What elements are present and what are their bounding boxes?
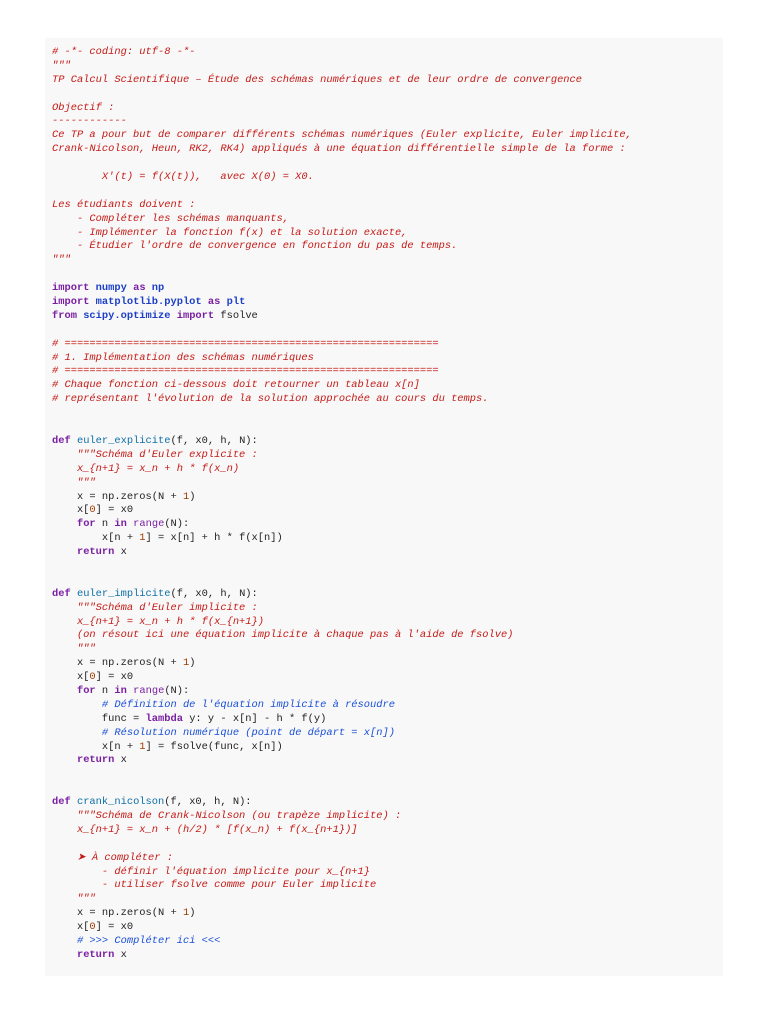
code-token: 1 <box>182 490 190 503</box>
code-line <box>52 838 723 852</box>
code-token: x = np.zeros(N + <box>52 657 183 670</box>
code-line <box>52 852 723 866</box>
code-line <box>52 102 723 116</box>
code-token: range <box>133 518 165 531</box>
code-token: def <box>52 796 77 809</box>
code-token: x[ <box>52 504 90 517</box>
code-line <box>52 616 723 630</box>
code-token: x_{n+1} = x_n + (h/2) * [f(x_n) + f(x_{n+1})] <box>52 823 358 836</box>
code-token: x[n + <box>52 532 140 545</box>
code-token: - Compléter les schémas manquants, <box>52 212 289 225</box>
code-line <box>52 463 723 477</box>
code-token: Les étudiants doivent : <box>52 198 196 211</box>
code-line <box>52 574 723 588</box>
code-token: ) <box>189 907 196 920</box>
code-token: as <box>126 282 152 295</box>
code-token: TP Calcul Scientifique – Étude des schémas numériques et de leur ordre de convergence <box>52 73 583 86</box>
code-token: 1 <box>139 740 146 753</box>
code-block <box>45 38 723 976</box>
code-token <box>52 949 77 961</box>
code-token: ) <box>189 657 196 670</box>
code-token: x = np.zeros(N + <box>52 490 183 503</box>
code-token <box>52 754 77 766</box>
code-line <box>52 782 723 796</box>
code-token: # ============================================================ <box>52 337 439 350</box>
code-line <box>52 227 723 241</box>
code-token: """ <box>52 476 96 489</box>
code-token: import <box>52 296 96 309</box>
code-token: scipy.optimize <box>83 309 171 322</box>
code-line <box>52 699 723 713</box>
code-line <box>52 949 723 963</box>
code-token: x <box>114 546 127 559</box>
code-line <box>52 518 723 532</box>
code-line <box>52 407 723 421</box>
code-token: 0 <box>89 921 96 934</box>
code-token: ] = x0 <box>95 921 134 934</box>
code-token: (f, x0, h, N): <box>164 796 252 809</box>
code-line <box>52 74 723 88</box>
code-token: func = <box>52 712 146 725</box>
code-line <box>52 741 723 755</box>
code-token: euler_explicite <box>76 434 171 447</box>
code-line <box>52 671 723 685</box>
code-token: crank_nicolson <box>76 796 165 809</box>
code-line <box>52 935 723 949</box>
code-token <box>52 699 102 711</box>
code-line <box>52 268 723 282</box>
code-token: 0 <box>89 504 96 517</box>
code-line <box>52 46 723 60</box>
code-token: 1 <box>182 907 190 920</box>
code-line <box>52 643 723 657</box>
code-line <box>52 379 723 393</box>
code-token: - Étudier l'ordre de convergence en fonction du pas de temps. <box>52 240 458 253</box>
code-token: (on résout ici une équation implicite à chaque pas à l'aide de fsolve) <box>52 629 514 642</box>
code-line <box>52 629 723 643</box>
code-token: ] = fsolve(func, x[n]) <box>145 740 283 753</box>
code-token: in <box>114 518 127 531</box>
code-line <box>52 143 723 157</box>
code-line <box>52 199 723 213</box>
code-token: plt <box>226 296 246 309</box>
code-line <box>52 352 723 366</box>
code-line <box>52 685 723 699</box>
code-token: import <box>170 309 221 322</box>
code-line <box>52 491 723 505</box>
code-line <box>52 893 723 907</box>
code-line <box>52 338 723 352</box>
code-line <box>52 866 723 880</box>
code-token: ) <box>189 490 196 503</box>
code-line <box>52 532 723 546</box>
code-line <box>52 921 723 935</box>
code-token: fsolve <box>220 309 258 322</box>
code-token: ------------ <box>52 115 127 128</box>
code-token <box>52 727 102 739</box>
code-line <box>52 254 723 268</box>
code-token: np <box>151 282 165 295</box>
code-token: """ <box>52 643 96 656</box>
code-token: x_{n+1} = x_n + h * f(x_n) <box>52 462 240 475</box>
code-line <box>52 879 723 893</box>
code-line <box>52 810 723 824</box>
code-line <box>52 421 723 435</box>
code-line <box>52 185 723 199</box>
code-token: x <box>114 754 127 767</box>
code-token: ] = x0 <box>95 671 134 684</box>
code-token: - Implémenter la fonction f(x) et la solution exacte, <box>52 226 408 239</box>
code-line <box>52 115 723 129</box>
code-token: Objectif : <box>52 101 115 114</box>
code-token: # -*- coding: utf-8 -*- <box>52 46 196 58</box>
code-token <box>52 518 77 530</box>
code-token: (f, x0, h, N): <box>170 587 258 600</box>
code-line <box>52 240 723 254</box>
code-token: # >>> Compléter ici <<< <box>76 935 221 947</box>
code-line <box>52 449 723 463</box>
code-token: Ce TP a pour but de comparer différents schémas numériques (Euler explicite, Euler implicite, <box>52 129 632 142</box>
code-token: x = np.zeros(N + <box>52 907 183 920</box>
code-token: return <box>76 948 115 961</box>
code-token: """ <box>52 893 96 906</box>
code-token: """ <box>52 254 71 267</box>
code-token: # 1. Implémentation des schémas numériques <box>52 351 314 364</box>
code-token: from <box>52 309 84 322</box>
code-token: ] = x0 <box>95 504 134 517</box>
code-token: x_{n+1} = x_n + h * f(x_{n+1}) <box>52 615 265 628</box>
code-line <box>52 796 723 810</box>
code-token: # représentant l'évolution de la solution approchée au cours du temps. <box>52 393 489 406</box>
code-token: x[ <box>52 671 90 684</box>
code-line <box>52 727 723 741</box>
code-token: return <box>76 754 115 767</box>
code-token: """Schéma de Crank-Nicolson (ou trapèze implicite) : <box>52 809 402 822</box>
code-line <box>52 157 723 171</box>
code-token: range <box>133 684 165 697</box>
code-token: import <box>52 282 96 295</box>
code-token <box>52 685 77 697</box>
code-token: def <box>52 434 77 447</box>
code-token: ] = x[n] + h * f(x[n]) <box>145 532 283 545</box>
code-token: return <box>76 546 115 559</box>
code-line <box>52 324 723 338</box>
code-token: X'(t) = f(X(t)), avec X(0) = X0. <box>52 171 314 184</box>
code-token <box>52 546 77 558</box>
code-token: matplotlib.pyplot <box>95 296 202 309</box>
code-token: - définir l'équation implicite pour x_{n+1} <box>52 865 371 878</box>
code-line <box>52 88 723 102</box>
code-line <box>52 602 723 616</box>
code-token: 0 <box>89 671 96 684</box>
code-lines <box>52 46 723 963</box>
code-token: (N): <box>164 684 190 697</box>
code-token: # ============================================================ <box>52 365 439 378</box>
code-token: Crank-Nicolson, Heun, RK2, RK4) appliqués à une équation différentielle simple de la forme : <box>52 143 626 156</box>
code-line <box>52 768 723 782</box>
code-token: as <box>201 296 227 309</box>
code-token: in <box>114 684 127 697</box>
code-line <box>52 296 723 310</box>
code-line <box>52 393 723 407</box>
code-line <box>52 365 723 379</box>
code-token: for <box>76 684 96 697</box>
code-line <box>52 171 723 185</box>
code-line <box>52 588 723 602</box>
code-line <box>52 477 723 491</box>
code-token: euler_implicite <box>76 587 171 600</box>
code-token: lambda <box>145 712 183 725</box>
code-token: (f, x0, h, N): <box>170 434 258 447</box>
code-line <box>52 754 723 768</box>
code-line <box>52 546 723 560</box>
code-token: (N): <box>164 518 190 531</box>
code-line <box>52 213 723 227</box>
code-token: ➤ À compléter : <box>52 851 173 864</box>
code-line <box>52 282 723 296</box>
code-token: def <box>52 587 77 600</box>
code-token: x[ <box>52 921 90 934</box>
code-line <box>52 713 723 727</box>
code-token: """ <box>52 59 71 72</box>
code-line <box>52 310 723 324</box>
code-token: # Chaque fonction ci-dessous doit retourner un tableau x[n] <box>52 379 420 392</box>
code-token: n <box>95 518 115 531</box>
code-token: y: y - x[n] - h * f(y) <box>182 712 327 725</box>
code-line <box>52 504 723 518</box>
code-token: n <box>95 684 115 697</box>
code-token: x[n + <box>52 740 140 753</box>
code-line <box>52 907 723 921</box>
code-token: 1 <box>139 532 146 545</box>
code-token: x <box>114 948 127 961</box>
code-line <box>52 129 723 143</box>
code-token: """Schéma d'Euler explicite : <box>52 448 258 461</box>
code-token: 1 <box>182 657 190 670</box>
code-token: numpy <box>95 282 127 295</box>
code-line <box>52 657 723 671</box>
code-token: - utiliser fsolve comme pour Euler implicite <box>52 879 377 892</box>
code-line <box>52 435 723 449</box>
code-line <box>52 560 723 574</box>
code-token: """Schéma d'Euler implicite : <box>52 601 258 614</box>
code-line <box>52 824 723 838</box>
code-token: for <box>76 518 96 531</box>
code-token: # Définition de l'équation implicite à résoudre <box>101 698 395 711</box>
code-token <box>52 935 77 947</box>
code-token: # Résolution numérique (point de départ = x[n]) <box>101 726 395 739</box>
code-line <box>52 60 723 74</box>
